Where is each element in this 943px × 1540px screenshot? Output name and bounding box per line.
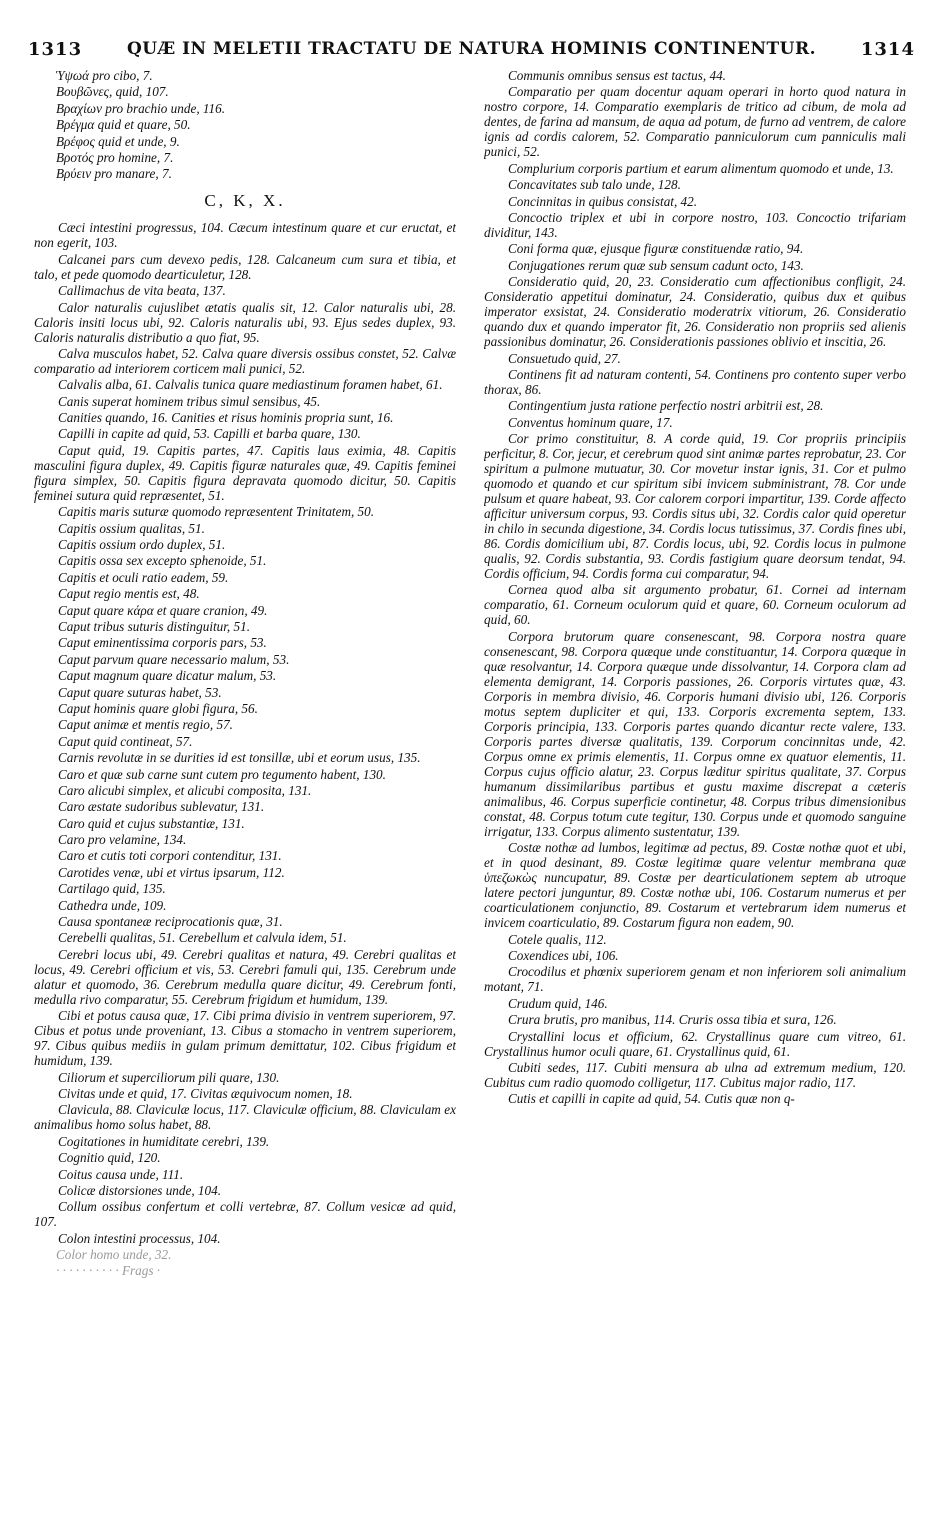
index-entry: Cornea quod alba sit argumento probatur, 61. Cornei ad internam comparatio, 61. Corneum oculorum quid et quare, 60. Corneum oculorum ad quid, 60. [484, 582, 906, 628]
index-entry: Comparatio per quam docentur aquam operari in horto quod natura in nostro corpore, 14. Comparatio exemplaris de tritico ad cibum, de mola ad dentes, de farina ad mansum, de aqua ad potum, de furno ad ventrem, de calore ignis ad cordis calorem, 52. Comparatio panniculorum cum panniculis mali punici, 52. [484, 84, 906, 160]
index-entry: Capitis maris suturæ quomodo repræsentent Trinitatem, 50. [58, 504, 375, 520]
index-entry: Caput magnum quare dicatur malum, 53. [58, 668, 277, 684]
index-entry: Coxendices ubi, 106. [508, 948, 619, 964]
index-column-right [484, 68, 906, 1508]
page-number-right: 1314 [860, 38, 915, 60]
index-entry: Concinnitas in quibus consistat, 42. [508, 193, 698, 209]
index-entry: Crudum quid, 146. [508, 995, 608, 1011]
index-entries-right [484, 68, 906, 1106]
index-entry: Caput regio mentis est, 48. [58, 586, 200, 602]
index-entry: Complurium corporis partium et earum alimentum quomodo et unde, 13. [508, 160, 894, 176]
index-entry: Collum ossibus confertum et colli vertebræ, 87. Collum vesicæ ad quid, 107. [34, 1199, 456, 1230]
index-entry: Cathedra unde, 109. [58, 897, 167, 913]
page-header [28, 34, 915, 64]
index-entry: Ὑψωά pro cibo, 7. [56, 68, 153, 83]
index-entry: Cibi et potus causa quæ, 17. Cibi prima divisio in ventrem superiorem, 97. Cibus et potus unde proveniant, 13. Cibus a stomacho in ventrem superiorem, 97. Cibus quibus mediis in gulam primum demittatur, 102. Cibus frigidum et humidum, 139. [34, 1008, 456, 1069]
index-entry: Cor primo constituitur, 8. A corde quid, 19. Cor propriis principiis perficitur, 8. Cor, jecur, et cerebrum quod sint animæ partes reprobatur, 23. Cor spiritum a pulmone mutuatur, 30. Cor movetur instar ignis, 31. Cor et pulmo quomodo et quando et cur spiritum sibi invicem subministrant, 78. Cor unde pulsum et quare habeat, 93. Cor calorem corpori impartitur, 139. Corde affecto afficitur universum corpus, 93. Cordis situs ubi, 32. Cordis calor quid operetur in chilo in secunda digestione, 34. Cordis locus tutissimus, 37. Cordis fines ubi, 86. Cordis domicilium ubi, 87. Cordis locus, ubi, 92. Cordis locus in pulmone qualis, 92. Cordis substantia, 93. Cordis fastigium quare deorsum tendat, 94. Cordis officium, 94. Cordis forma cui comparatur, 94. [484, 431, 906, 582]
index-entry: Calvalis alba, 61. Calvalis tunica quare mediastinum foramen habet, 61. [58, 377, 443, 393]
index-entry: Caro æstate sudoribus sublevatur, 131. [58, 799, 265, 815]
index-entry: Capitis ossa sex excepto sphenoide, 51. [58, 553, 267, 569]
index-entry: Carotides venæ, ubi et virtus ipsarum, 112. [58, 864, 285, 880]
index-entries-left [34, 220, 456, 1245]
index-column-left [34, 68, 456, 1508]
index-entry: Βουβῶνες, quid, 107. [56, 84, 169, 100]
index-entry: Concavitates sub talo unde, 128. [508, 177, 681, 193]
greek-entries [34, 68, 456, 181]
index-entry: Caro pro velamine, 134. [58, 832, 187, 848]
index-entry: Calva musculos habet, 52. Calva quare diversis ossibus constet, 52. Calvæ comparatio ad interiorem corticem mali punici, 52. [34, 345, 456, 376]
index-entry: Cognitio quid, 120. [58, 1150, 161, 1166]
index-entry: Βρέγμα quid et quare, 50. [56, 117, 191, 133]
index-entry: Crura brutis, pro manibus, 114. Cruris ossa tibia et sura, 126. [508, 1012, 837, 1028]
index-entry: Costæ nothæ ad lumbos, legitimæ ad pectus, 89. Costæ nothæ quot et ubi, et in quod desinant, 89. Costæ legitimæ quare velentur membrana quæ ὑπεζωκὼς nuncupatur, 89. Costæ per dearticulationem septem ab utroque latere pectori junguntur, 89. Costæ nothæ ubi, 106. Costarum numerus et per coarticulationem conjunctio, 89. Costarum et vertebrarum idem numerus et invicem coarticulatio, 89. Costarum figura non eadem, 90. [484, 840, 906, 931]
index-entry: Civitas unde et quid, 17. Civitas æquivocum nomen, 18. [58, 1085, 353, 1101]
index-entry: Capitis et oculi ratio eadem, 59. [58, 569, 229, 585]
index-entry: Canities quando, 16. Canities et risus hominis propria sunt, 16. [58, 410, 394, 426]
index-entry: Capilli in capite ad quid, 53. Capilli et barba quare, 130. [58, 426, 361, 442]
index-entry: Caro et cutis toti corpori contenditur, 131. [58, 848, 282, 864]
index-entry: Cerebri locus ubi, 49. Cerebri qualitas et natura, 49. Cerebri qualitas et locus, 49. Cerebri officium et vis, 53. Cerebri famuli qui, 135. Cerebrum unde alatur et quomodo, 36. Cerebrum medulla quare dicitur, 49. Cerebrum fonti, medulla rivo comparatur, 55. Cerebrum frigidum et humidum, 139. [34, 946, 456, 1007]
index-entry: Capitis ossium ordo duplex, 51. [58, 537, 226, 553]
index-entry: Βρέφος quid et unde, 9. [56, 133, 180, 149]
index-entry: Caput quare κάρα et quare cranion, 49. [58, 602, 268, 618]
index-entry-faint: Color homo unde, 32. [56, 1247, 172, 1263]
index-entry: Caput quid contineat, 57. [58, 733, 193, 749]
index-entry: Coni forma quæ, ejusque figuræ constituendæ ratio, 94. [508, 241, 804, 257]
index-entry: Colon intestini processus, 104. [58, 1230, 221, 1246]
running-title: QUÆ IN MELETII TRACTATU DE NATURA HOMINIS CONTINENTUR. [126, 39, 817, 59]
index-entry: Caput eminentissima corporis pars, 53. [58, 635, 267, 651]
index-entry: Causa spontaneæ reciprocationis quæ, 31. [58, 914, 283, 930]
index-entry: Crocodilus et phœnix superiorem genam et non inferiorem soli animalium motant, 71. [484, 964, 906, 995]
index-entry: Callimachus de vita beata, 137. [58, 283, 226, 299]
index-entry: Communis omnibus sensus est tactus, 44. [508, 68, 726, 83]
index-entry: Cotele qualis, 112. [508, 931, 607, 947]
index-entry: Continens fit ad naturam contenti, 54. Continens pro contento super verbo thorax, 86. [484, 366, 906, 397]
index-entry-faint: · · · · · · · · · · Frags · [56, 1263, 161, 1279]
index-entry: Conjugationes rerum quæ sub sensum cadunt octo, 143. [508, 257, 804, 273]
index-entry: Colicæ distorsiones unde, 104. [58, 1182, 222, 1198]
page-number-left: 1313 [28, 38, 83, 60]
index-entry: Caput hominis quare globi figura, 56. [58, 700, 258, 716]
index-entry: Contingentium justa ratione perfectio nostri arbitrii est, 28. [508, 398, 824, 414]
index-entry: Caro et quæ sub carne sunt cutem pro tegumento habent, 130. [58, 766, 386, 782]
index-entry: Βροτός pro homine, 7. [56, 149, 174, 165]
index-entry: Canis superat hominem tribus simul sensibus, 45. [58, 393, 321, 409]
index-entry: Caro quid et cujus substantiæ, 131. [58, 815, 245, 831]
index-entry: Carnis revolutæ in se durities id est tonsillæ, ubi et eorum usus, 135. [58, 750, 421, 766]
index-entry: Cubiti sedes, 117. Cubiti mensura ab ulna ad extremum medium, 120. Cubitus cum radio quomodo colligetur, 117. Cubitus major radio, 117. [484, 1059, 906, 1090]
index-entry: Crystallini locus et officium, 62. Crystallinus quare cum vitreo, 61. Crystallinus humor oculi quare, 61. Crystallinus quid, 61. [484, 1028, 906, 1059]
index-entry: Cerebelli qualitas, 51. Cerebellum et calvula idem, 51. [58, 930, 347, 946]
index-entry: Cogitationes in humiditate cerebri, 139. [58, 1133, 270, 1149]
index-entry: Coitus causa unde, 111. [58, 1166, 184, 1182]
index-entry: Calcanei pars cum devexo pedis, 128. Calcaneum cum sura et tibia, et talo, et pede quomodo dearticuletur, 128. [34, 251, 456, 282]
index-entry: Caput animæ et mentis regio, 57. [58, 717, 233, 733]
index-entry: Cutis et capilli in capite ad quid, 54. Cutis quæ non q- [508, 1091, 795, 1107]
index-entry: Conventus hominum quare, 17. [508, 414, 673, 430]
index-entry: Consuetudo quid, 27. [508, 350, 621, 366]
index-entry: Caput quid, 19. Capitis partes, 47. Capitis laus eximia, 48. Capitis masculini figura duplex, 49. Capitis figuræ naturales quæ, 49. Capitis feminei figura simplex, 50. Capitis figura depravata quomodo dicitur, 50. Capitis feminei sutura quid repræsentet, 51. [34, 442, 456, 503]
index-entry: Caput quare suturas habet, 53. [58, 684, 222, 700]
index-entry: Clavicula, 88. Claviculæ locus, 117. Claviculæ officium, 88. Claviculam ex animalibus homo solus habet, 88. [34, 1102, 456, 1133]
index-entry: Consideratio quid, 20, 23. Consideratio cum affectionibus confligit, 24. Consideratio appetitui dominatur, 24. Consideratio, quibus dux et quibus imperator exsistat, 24. Consideratio moderatrix vitiorum, 26. Consideratio quando dux et quando imperator fit, 26. Consideratio non propriis sed alienis passionibus dominatur, 26. Considerationis passiones oblivio et inscitia, 26. [484, 274, 906, 350]
index-entry: Caput parvum quare necessario malum, 53. [58, 651, 290, 667]
index-entry: Caro alicubi simplex, et alicubi composita, 131. [58, 782, 312, 798]
index-entry: Corpora brutorum quare consenescant, 98. Corpora nostra quare consenescant, 98. Corpora quæque unde constituantur, 14. Corpora quæque in quæ resolvantur, 14. Corpora quæque unde dissolvantur, 14. Corpora clam ad elementa demigrant, 14. Corporis passiones, 26. Corporis virtutes quæ, 43. Corporis in membra divisio, 46. Corporis humani divisio ubi, 126. Corporis motus septem dupliciter et qui, 133. Corporis excrementa septem, 133. Corporis principia, 133. Corporis partes quando dicantur recte valere, 133. Corporis partes diversæ qualitatis, 139. Corporum concinnitas unde, 42. Corpus omne ex primis elementis, 11. Corpus omne ex quatuor elementis, 11. Corpus cujus officio alatur, 23. Corpus læditur spiritus qualitate, 37. Corpus humanum dissimilaribus partibus et gustu maxime discrepat a cæteris animalibus, 46. Corpus superficie continetur, 48. Corpus tribus dimensionibus constat, 48. Corpus totum cute tegitur, 130. Corpus unde et quomodo sanguine irrigatur, 133. Corpus alimento sustentatur, 139. [484, 628, 906, 839]
index-entry: Ciliorum et superciliorum pili quare, 130. [58, 1069, 280, 1085]
index-entry: Calor naturalis cujuslibet ætatis qualis sit, 12. Calor naturalis ubi, 28. Caloris insiti locus ubi, 92. Caloris naturalis ubi, 93. Ejus sedes duplex, 93. Caloris naturalis distributio a quo fiat, 95. [34, 299, 456, 345]
index-entry: Concoctio triplex et ubi in corpore nostro, 103. Concoctio trifariam dividitur, 143. [484, 209, 906, 240]
index-entry: Capitis ossium qualitas, 51. [58, 520, 205, 536]
index-entry: Βραχίων pro brachio unde, 116. [56, 100, 226, 116]
index-entry: Cæci intestini progressus, 104. Cæcum intestinum quare et cur eructat, et non egerit, 103. [34, 220, 456, 251]
index-entry: Cartilago quid, 135. [58, 881, 166, 897]
index-entry: Caput tribus suturis distinguitur, 51. [58, 618, 250, 634]
letter-section-heading: C, K, X. [204, 191, 286, 211]
index-entry: Βρύειν pro manare, 7. [56, 166, 172, 182]
